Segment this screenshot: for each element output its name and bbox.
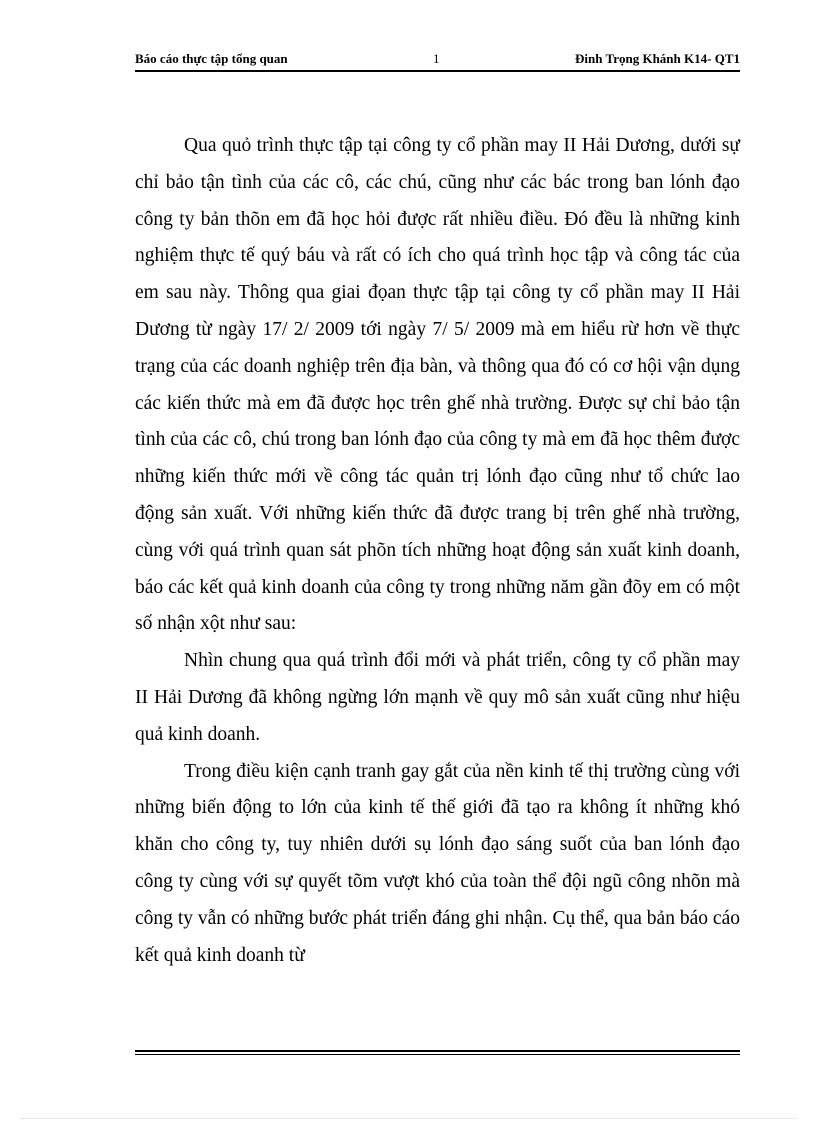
report-title: Báo cáo thực tập tổng quan	[135, 51, 288, 66]
footer-rule	[135, 1050, 740, 1055]
paragraph: Qua quỏ trình thực tập tại công ty cổ phần may II Hải Dương, dưới sự chỉ bảo tận tình của các cô, các chú, cũng như các bác trong ban lónh đạo công ty bản thõn em đã học hỏi được rất nhiều điều. Đó đều là những kinh nghiệm thực tế quý báu và rất có ích cho quá trình học tập và công tác của em sau này. Thông qua giai đọan thực tập tại công ty cổ phần may II Hải Dương từ ngày 17/ 2/ 2009 tới ngày 7/ 5/ 2009 mà em hiểu rừ hơn về thực trạng của các doanh nghiệp trên địa bàn, và thông qua đó có cơ hội vận dụng các kiến thức mà em đã được học trên ghế nhà trường. Được sự chỉ bảo tận tình của các cô, chú trong ban lónh đạo của công ty mà em đã học thêm được những kiến thức mới về công tác quản trị lónh đạo cũng như tổ chức lao động sản xuất. Với những kiến thức đã được trang bị trên ghế nhà trường, cùng với quá trình quan sát phõn tích những hoạt động sản xuất kinh doanh, báo các kết quả kinh doanh của công ty trong những năm gần đõy em có một số nhận xột như sau:	[135, 135, 740, 635]
paragraph: Nhìn chung qua quá trình đổi mới và phát triển, công ty cổ phần may II Hải Dương đã không ngừng lớn mạnh về quy mô sản xuất cũng như hiệu quả kinh doanh.	[135, 650, 740, 745]
page-edge-divider	[20, 1118, 796, 1119]
author-name: Đinh Trọng Khánh K14- QT1	[575, 51, 740, 66]
paragraph: Trong điều kiện cạnh tranh gay gắt của nền kinh tế thị trường cùng với những biến động to lớn của kinh tế thế giới đã tạo ra không ít những khó khăn cho công ty, tuy nhiên dưới sụ lónh đạo sáng suốt của ban lónh đạo công ty cùng với sự quyết tõm vượt khó của toàn thể đội ngũ công nhõn mà công ty vẫn có những bước phát triển đáng ghi nhận. Cụ thể, qua bản báo cáo kết quả kinh doanh từ	[135, 760, 740, 966]
page-header	[135, 50, 740, 72]
page-number: 1	[433, 51, 440, 66]
body-text	[135, 128, 740, 974]
